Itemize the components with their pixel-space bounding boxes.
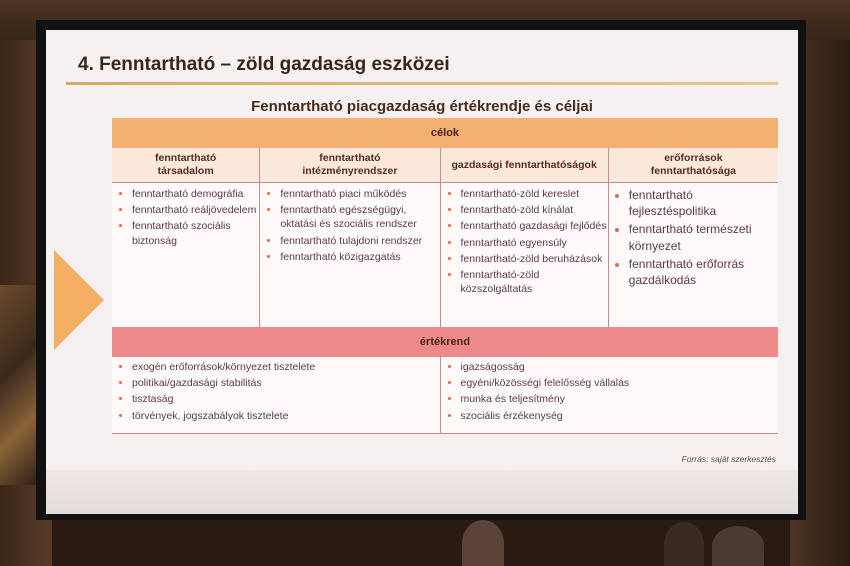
list-item: • fenntartható szociális biztonság [132,219,259,247]
list-item: • fenntartható-zöld kereslet [461,187,608,201]
list-item: • fenntartható demográfia [132,187,259,201]
list-item: • fenntartható-zöld kínálat [461,203,608,217]
list-item: • munka és teljesítmény [461,392,779,406]
values-left [112,357,440,433]
list-item: • igazságosság [461,360,779,374]
projected-slide [46,30,798,514]
column-header: fenntartható intézményrendszer [260,148,439,183]
list-item: • tisztaság [132,392,440,406]
slide-subtitle: Fenntartható piacgazdaság értékrendje és céljai [251,98,593,115]
column-resources [608,148,778,327]
list-item: • egyéni/közösségi felelősség vállalás [461,376,779,390]
goals-header: célok [112,118,778,148]
values-columns [112,357,778,434]
source-note: Forrás: saját szerkesztés [681,454,776,464]
list-item: • fenntartható természeti környezet [629,221,778,253]
goals-columns [112,148,778,327]
audience-head [664,522,704,566]
list-item: • fenntartható piaci működés [280,187,439,201]
list-item: • fenntartható egészségügyi, oktatási és szociális rendszer [280,203,439,231]
list-item: • fenntartható gazdasági fejlődés [461,219,608,233]
column-header: erőforrások fenntarthatósága [609,148,778,183]
column-institutions [259,148,439,327]
list-item: • törvények, jogszabályok tisztelete [132,409,440,423]
list-item: • fenntartható-zöld közszolgáltatás [461,268,608,296]
values-right [440,357,779,433]
slide-title: 4. Fenntartható – zöld gazdaság eszközei [78,54,450,75]
list-item: • szociális érzékenység [461,409,779,423]
arrow-shape [54,250,104,350]
slide-footer [46,470,798,514]
column-society [112,148,259,327]
audience-head [462,520,504,566]
title-rule [66,82,778,85]
list-item: • fenntartható egyensúly [461,236,608,250]
goals-values-table [112,118,778,434]
list-item: • fenntartható közigazgatás [280,250,439,264]
column-header: fenntartható társadalom [112,148,259,183]
list-item: • fenntartható reáljövedelem [132,203,259,217]
list-item: • fenntartható erőforrás gazdálkodás [629,256,778,288]
values-header: értékrend [112,327,778,357]
list-item: • exogén erőforrások/környezet tisztelete [132,360,440,374]
audience-head [712,526,764,566]
column-header: gazdasági fenntarthatóságok [441,148,608,183]
list-item: • fenntartható fejlesztéspolitika [629,187,778,219]
wall-painting [0,285,38,485]
list-item: • fenntartható tulajdoni rendszer [280,234,439,248]
column-economic [440,148,608,327]
list-item: • fenntartható-zöld beruházások [461,252,608,266]
list-item: • politikai/gazdasági stabilitás [132,376,440,390]
